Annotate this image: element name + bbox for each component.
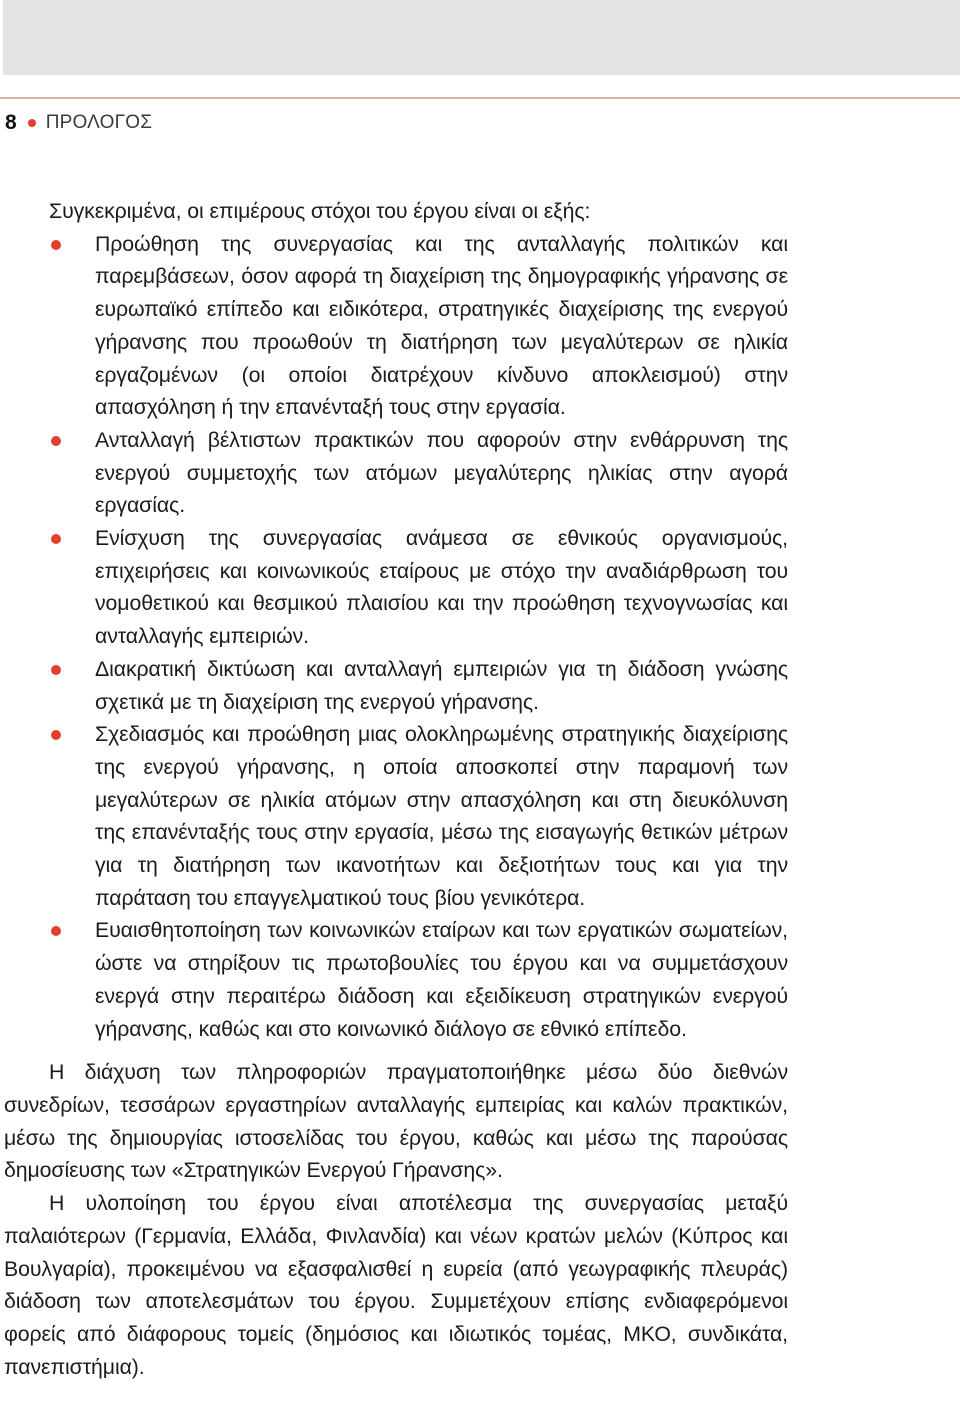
list-item: [0, 228, 960, 424]
bullet-dot-icon: [51, 926, 61, 936]
dissemination-paragraph: Η διάχυση των πληροφοριών πραγματοποιήθηκε μέσω δύο διεθνών συνεδρίων, τεσσάρων εργαστηρίων ανταλλαγής εμπειρίας και καλών πρακτικών, μέσω της δημιουργίας ιστοσελίδας του έργου, καθώς και μέσω της παρούσας δημοσίευσης των «Στρατηγικών Ενεργού Γήρανσης».: [4, 1060, 788, 1183]
section-title: ΠΡΟΛΟΓΟΣ: [45, 112, 153, 133]
page-content: [0, 195, 960, 1383]
bullet-dot-icon: [51, 534, 61, 544]
bullet-dot-icon: [51, 240, 61, 250]
page-header: [5, 108, 152, 138]
objectives-list: [0, 228, 960, 1046]
header-rule: [0, 97, 960, 99]
bullet-dot-icon: [51, 730, 61, 740]
list-item: [0, 718, 960, 914]
list-item-text: Ενίσχυση της συνεργασίας ανάμεσα σε εθνικούς οργανισμούς, επιχειρήσεις και κοινωνικούς εταίρους με στόχο την αναδιάρθρωση του νομοθετικού και θεσμικού πλαισίου και την προώθηση τεχνογνωσίας και ανταλλαγής εμπειριών.: [95, 526, 788, 649]
page-number: 8: [5, 111, 17, 134]
bullet-dot-icon: [51, 665, 61, 675]
implementation-paragraph: Η υλοποίηση του έργου είναι αποτέλεσμα της συνεργασίας μεταξύ παλαιότερων (Γερμανία, Ελλάδα, Φινλανδία) και νέων κρατών μελών (Κύπρος και Βουλγαρία), προκειμένου να εξασφαλισθεί η ευρεία (από γεωγραφικής πλευράς) διάδοση των αποτελεσμάτων του έργου. Συμμετέχουν επίσης ενδιαφερόμενοι φορείς από διάφορους τομείς (δημόσιος και ιδιωτικός τομέας, ΜΚΟ, συνδικάτα, πανεπιστήμια).: [4, 1191, 788, 1379]
list-item-text: Ανταλλαγή βέλτιστων πρακτικών που αφορούν στην ενθάρρυνση της ενεργού συμμετοχής των ατόμων μεγαλύτερης ηλικίας στην αγορά εργασίας.: [95, 427, 788, 518]
list-item: [0, 914, 960, 1045]
list-item-text: Ευαισθητοποίηση των κοινωνικών εταίρων και των εργατικών σωματείων, ώστε να στηρίξουν τις πρωτοβουλίες του έργου και να συμμετάσχουν ενεργά στην περαιτέρω διάδοση και εξειδίκευση στρατηγικών ενεργού γήρανσης, καθώς και στο κοινωνικό διάλογο σε εθνικό επίπεδο.: [95, 918, 788, 1041]
bullet-dot-icon: [28, 119, 36, 127]
list-item-text: Προώθηση της συνεργασίας και της ανταλλαγής πολιτικών και παρεμβάσεων, όσον αφορά τη διαχείριση της δημογραφικής γήρανσης σε ευρωπαϊκό επίπεδο και ειδικότερα, στρατηγικές διαχείρισης της ενεργού γήρανσης που προωθούν τη διατήρηση των μεγαλύτερων σε ηλικία εργαζομένων (οι οποίοι διατρέχουν κίνδυνο αποκλεισμού) στην απασχόληση ή την επανένταξή τους στην εργασία.: [95, 231, 788, 420]
list-item-text: Διακρατική δικτύωση και ανταλλαγή εμπειριών για τη διάδοση γνώσης σχετικά με τη διαχείριση της ενεργού γήρανσης.: [95, 656, 788, 714]
intro-sentence: Συγκεκριμένα, οι επιμέρους στόχοι του έργου είναι οι εξής:: [49, 199, 591, 223]
top-band: [3, 0, 960, 75]
list-item: [0, 653, 960, 718]
list-item-text: Σχεδιασμός και προώθηση μιας ολοκληρωμένης στρατηγικής διαχείρισης της ενεργού γήρανσης, η οποία αποσκοπεί στην παραμονή των μεγαλύτερων σε ηλικία ατόμων στην απασχόληση και στη διευκόλυνση της επανένταξής τους στην εργασία, μέσω της εισαγωγής θετικών μέτρων για τη διατήρηση των ικανοτήτων και δεξιοτήτων τους και για την παράταση του επαγγελματικού τους βίου γενικότερα.: [95, 722, 788, 910]
bullet-dot-icon: [51, 436, 61, 446]
list-item: [0, 424, 960, 522]
list-item: [0, 522, 960, 653]
